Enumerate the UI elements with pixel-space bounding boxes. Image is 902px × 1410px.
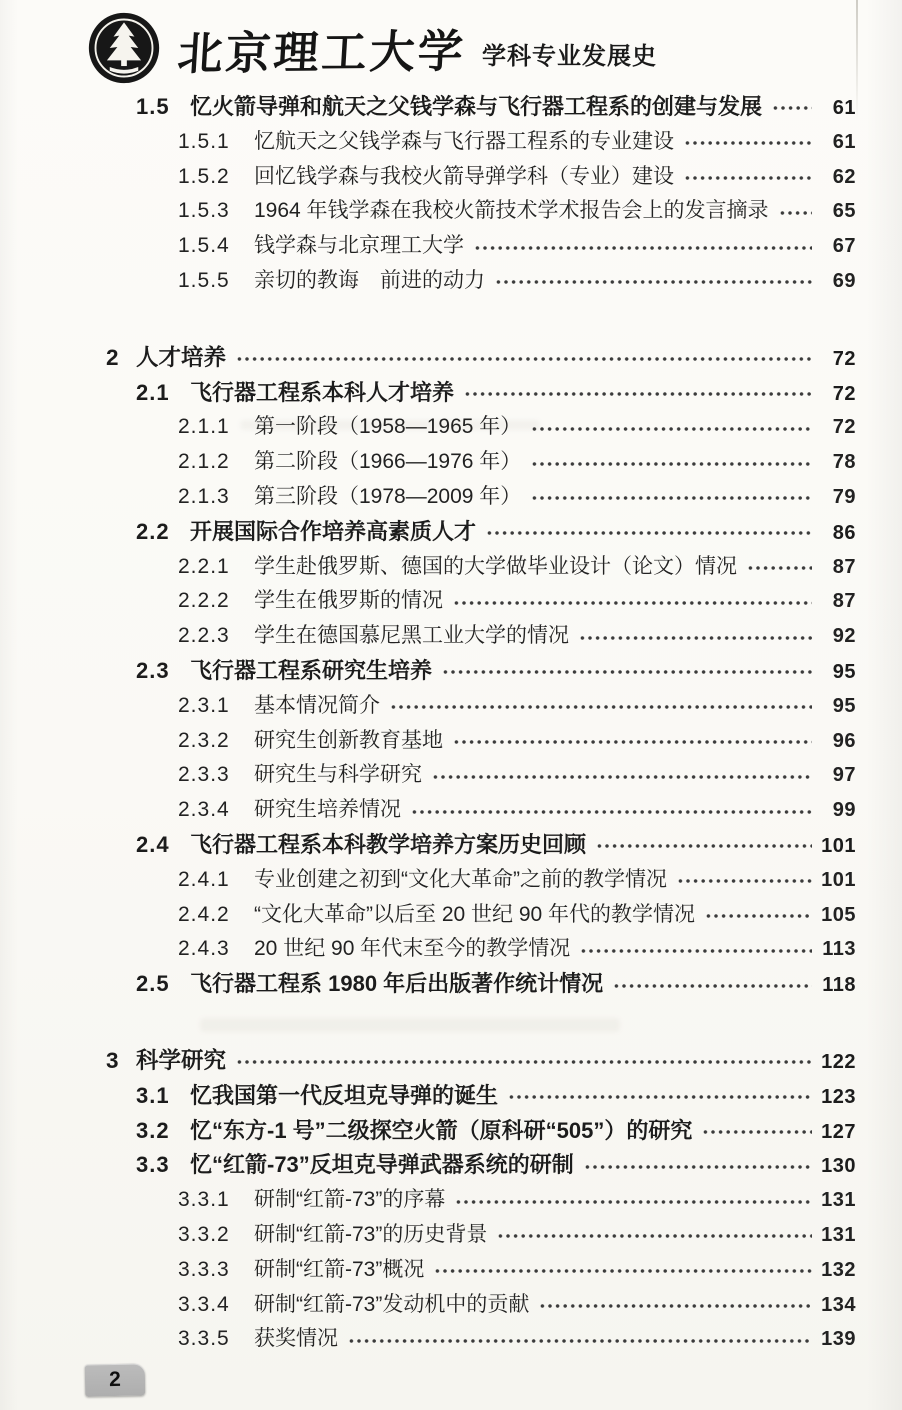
dot-leader (580, 942, 812, 958)
toc-entry-title: 飞行器工程系研究生培养 (190, 657, 433, 683)
toc-entry-number: 2.4.1 (178, 867, 230, 891)
dot-leader (747, 559, 812, 575)
toc-entry-number: 2.4 (136, 831, 170, 857)
toc-entry-page: 87 (832, 590, 856, 613)
toc-entry-title: 科学研究 (136, 1047, 227, 1073)
toc-entry-number: 1.5.2 (178, 164, 230, 188)
toc-entry (106, 515, 856, 550)
dot-leader (453, 733, 812, 749)
toc-entry-number: 3.3.3 (178, 1257, 230, 1281)
toc-entry (106, 584, 856, 619)
dot-leader (677, 872, 812, 888)
toc-entry-title: 获奖情况 (254, 1327, 338, 1351)
dot-leader (464, 385, 812, 401)
toc-entry-page: 62 (832, 165, 856, 188)
toc-entry-page: 118 (822, 974, 856, 997)
toc-entry-page: 65 (832, 200, 856, 223)
toc-entry-title: 研究生培养情况 (254, 798, 401, 822)
toc-entry (106, 264, 856, 299)
toc-entry-title: 第一阶段（1958—1965 年） (254, 415, 522, 439)
toc-entry-number: 3.3.4 (178, 1292, 230, 1316)
toc-entry-title: 忆航天之父钱学森与飞行器工程系的专业建设 (254, 129, 674, 153)
toc-entry-title: 忆火箭导弹和航天之父钱学森与飞行器工程系的创建与发展 (190, 94, 763, 119)
dot-leader (613, 977, 812, 993)
toc-entry-number: 1.5.3 (178, 199, 230, 223)
toc-entry-title: 回忆钱学森与我校火箭导弹学科（专业）建设 (254, 164, 674, 188)
toc-entry-number: 1.5.1 (178, 129, 230, 153)
toc-entry-number: 2.2 (136, 518, 170, 544)
toc-entry-title: 研究生与科学研究 (254, 763, 422, 787)
toc-entry-page: 134 (821, 1293, 856, 1316)
toc-entry-title: 飞行器工程系 1980 年后出版著作统计情况 (190, 971, 604, 997)
toc-entry-title: 基本情况简介 (254, 693, 380, 717)
toc-entry-page: 67 (832, 235, 856, 258)
series-title: 学科专业发展史 (482, 42, 658, 70)
toc-entry (106, 1253, 856, 1288)
toc-entry-number: 2.3 (136, 657, 170, 683)
toc-entry-number: 1.5.5 (178, 268, 230, 292)
dot-leader (779, 204, 812, 220)
toc-entry-number: 2.3.2 (178, 728, 230, 752)
toc-entry-title: 忆“红箭-73”反坦克导弹武器系统的研制 (190, 1152, 574, 1178)
toc-entry (106, 160, 856, 195)
dot-leader (455, 1193, 812, 1209)
toc-entry (106, 793, 856, 828)
toc-entry-number: 3.3.5 (178, 1327, 230, 1351)
toc-entry-title: 研制“红箭-73”概况 (254, 1257, 425, 1281)
toc-entry (106, 654, 856, 689)
toc-entry-page: 130 (821, 1155, 856, 1178)
dot-leader (772, 99, 812, 115)
toc-entry (106, 90, 856, 125)
toc-entry-page: 86 (832, 521, 856, 544)
toc-entry-page: 95 (832, 694, 856, 717)
toc-entry-title: 学生赴俄罗斯、德国的大学做毕业设计（论文）情况 (254, 554, 737, 578)
toc-entry (106, 445, 856, 480)
toc-entry (106, 1322, 856, 1357)
toc-entry-number: 2.4.3 (178, 937, 230, 961)
toc-entry (106, 480, 856, 515)
dot-leader (579, 629, 812, 645)
toc-entry-title: 亲切的教诲 前进的动力 (254, 268, 485, 292)
toc-entry-number: 2.5 (136, 971, 170, 997)
dot-leader (474, 239, 812, 255)
dot-leader (236, 1053, 812, 1069)
toc-entry-page: 105 (821, 903, 856, 926)
toc-entry-page: 92 (832, 625, 856, 648)
toc-entry-page: 72 (832, 347, 856, 370)
toc-entry-page: 96 (832, 729, 856, 752)
toc-entry-title: 研制“红箭-73”发动机中的贡献 (254, 1292, 530, 1316)
toc-entry-page: 95 (832, 660, 856, 683)
toc-entry-page: 61 (832, 97, 856, 119)
toc-entry-number: 2.3.1 (178, 693, 230, 717)
toc-entry-page: 132 (821, 1258, 856, 1281)
toc-entry-title: 研制“红箭-73”的历史背景 (254, 1222, 488, 1246)
toc-entry (106, 229, 856, 264)
dot-leader (596, 837, 812, 853)
toc-entry (106, 863, 856, 898)
page-header (86, 6, 862, 90)
toc-entry (106, 550, 856, 585)
toc-entry-title: 专业创建之初到“文化大革命”之前的教学情况 (254, 867, 667, 891)
toc-entry (106, 932, 856, 967)
toc-entry-title: 飞行器工程系本科教学培养方案历史回顾 (190, 831, 587, 857)
toc-entry-number: 2.1.3 (178, 484, 230, 508)
dot-leader (684, 169, 812, 185)
toc-entry-title: 研制“红箭-73”的序幕 (254, 1188, 446, 1212)
toc-entry-number: 2.1.2 (178, 450, 230, 474)
toc-entry-title: 第二阶段（1966—1976 年） (254, 450, 522, 474)
toc-entry-number: 3.3 (136, 1152, 170, 1178)
toc-entry (106, 125, 856, 160)
toc-entry-number: 3.3.1 (178, 1188, 230, 1212)
toc-entry-title: 忆我国第一代反坦克导弹的诞生 (190, 1082, 499, 1108)
toc-entry (106, 758, 856, 793)
toc-entry-title: 1964 年钱学森在我校火箭技术学术报告会上的发言摘录 (254, 199, 769, 223)
toc-entry-title: 飞行器工程系本科人才培养 (190, 379, 455, 405)
toc-entry-page: 131 (821, 1189, 856, 1212)
toc-entry (106, 1148, 856, 1183)
toc-entry (106, 619, 856, 654)
toc-entry (106, 1218, 856, 1253)
toc-entry-number: 3 (106, 1047, 120, 1073)
toc-entry (106, 898, 856, 933)
toc-entry (106, 967, 856, 1002)
toc-entry-page: 101 (821, 868, 856, 891)
toc-entry-page: 127 (821, 1120, 856, 1143)
dot-leader (486, 524, 812, 540)
toc-entry-page: 72 (832, 382, 856, 405)
dot-leader (539, 1297, 812, 1313)
toc-entry (106, 1288, 856, 1323)
toc-entry (106, 724, 856, 759)
toc-entry-page: 101 (821, 834, 856, 857)
page-number-badge: 2 (85, 1363, 146, 1396)
toc-entry-number: 2 (106, 344, 120, 370)
toc-entry-page: 72 (832, 416, 856, 439)
toc-entry (106, 376, 856, 411)
bit-seal-logo-icon (86, 10, 162, 86)
toc-entry-page: 97 (832, 764, 856, 787)
toc-entry (106, 1079, 856, 1114)
toc-entry-title: 钱学森与北京理工大学 (254, 234, 464, 258)
dot-leader (497, 1227, 812, 1243)
toc-entry-number: 1.5 (136, 94, 170, 119)
bleed-through-smudge (200, 1018, 620, 1032)
toc-entry-page: 87 (832, 555, 856, 578)
toc-entry (106, 341, 856, 376)
toc-entry-number: 3.1 (136, 1082, 170, 1108)
toc-entry-number: 2.4.2 (178, 902, 230, 926)
toc-list (106, 90, 856, 1357)
toc-entry-number: 1.5.4 (178, 234, 230, 258)
dot-leader (442, 663, 812, 679)
toc-entry-title: 20 世纪 90 年代末至今的教学情况 (254, 937, 571, 961)
toc-entry-page: 79 (832, 485, 856, 508)
toc-entry-title: 学生在俄罗斯的情况 (254, 589, 443, 613)
toc-entry-title: “文化大革命”以后至 20 世纪 90 年代的教学情况 (254, 902, 696, 926)
toc-entry-number: 2.3.4 (178, 798, 230, 822)
toc-entry-page: 122 (821, 1050, 856, 1073)
toc-entry-number: 2.1.1 (178, 415, 230, 439)
toc-entry-number: 2.3.3 (178, 763, 230, 787)
dot-leader (495, 273, 812, 289)
university-title: 北京理工大学 (176, 25, 468, 79)
toc-entry (106, 828, 856, 863)
dot-leader (584, 1158, 812, 1174)
dot-leader (508, 1088, 812, 1104)
toc-entry-title: 研究生创新教育基地 (254, 728, 443, 752)
toc-entry (106, 194, 856, 229)
toc-entry (106, 1044, 856, 1079)
toc-entry (106, 689, 856, 724)
dot-leader (348, 1332, 812, 1348)
toc-entry-title: 学生在德国慕尼黑工业大学的情况 (254, 624, 569, 648)
dot-leader (531, 489, 812, 505)
dot-leader (236, 350, 812, 366)
toc-entry (106, 1183, 856, 1218)
dot-leader (531, 420, 812, 436)
toc-entry-page: 69 (832, 269, 856, 292)
dot-leader (432, 768, 812, 784)
dot-leader (531, 455, 812, 471)
toc-entry-title: 第三阶段（1978—2009 年） (254, 484, 522, 508)
toc-entry-title: 人才培养 (136, 344, 227, 370)
dot-leader (702, 1123, 812, 1139)
toc-entry-number: 3.3.2 (178, 1222, 230, 1246)
toc-entry-number: 3.2 (136, 1117, 170, 1143)
toc-entry-page: 78 (832, 451, 856, 474)
toc-entry-number: 2.2.1 (178, 554, 230, 578)
toc-entry-title: 忆“东方-1 号”二级探空火箭（原科研“505”）的研究 (190, 1117, 693, 1143)
dot-leader (434, 1262, 812, 1278)
toc-entry-page: 123 (821, 1085, 856, 1108)
toc-entry-number: 2.1 (136, 379, 170, 405)
toc-entry-title: 开展国际合作培养高素质人才 (190, 518, 477, 544)
toc-entry-number: 2.2.3 (178, 624, 230, 648)
toc-entry (106, 1114, 856, 1149)
dot-leader (453, 594, 812, 610)
dot-leader (411, 803, 812, 819)
dot-leader (705, 907, 812, 923)
toc-entry-number: 2.2.2 (178, 589, 230, 613)
toc-entry-page: 113 (822, 938, 856, 961)
toc-entry-page: 131 (821, 1223, 856, 1246)
bleed-through-smudge (240, 420, 540, 430)
dot-leader (684, 134, 812, 150)
dot-leader (390, 698, 812, 714)
toc-entry-page: 139 (821, 1328, 856, 1351)
toc-entry-page: 99 (832, 799, 856, 822)
toc-entry-page: 61 (832, 130, 856, 153)
